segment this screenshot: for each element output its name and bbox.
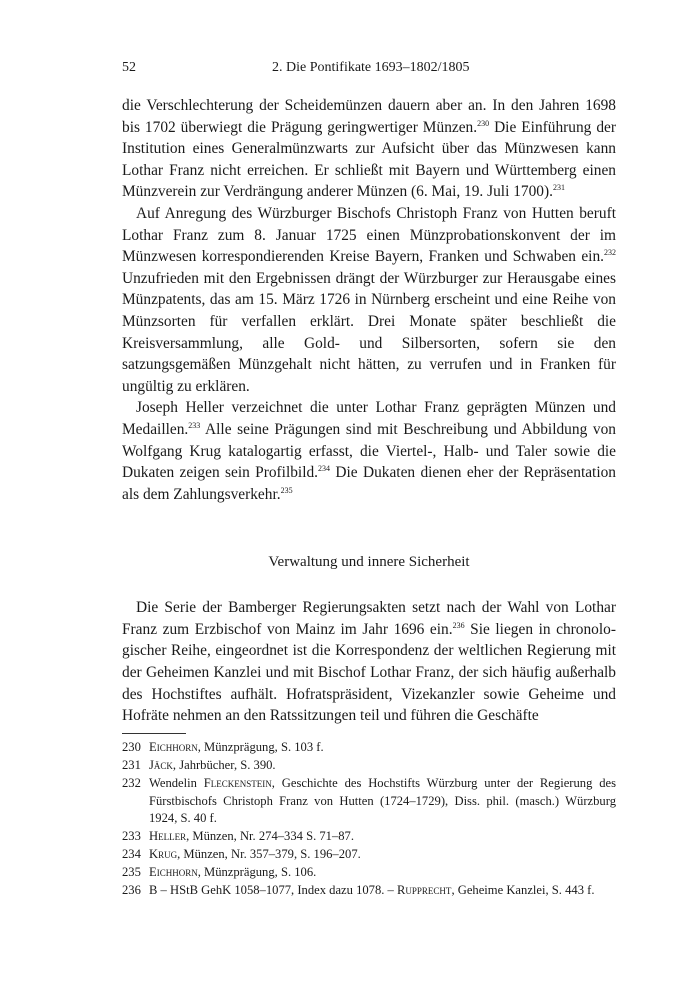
book-page xyxy=(122,60,616,900)
text-run: Alle seine Prägungen sind mit Beschreibung und Abbildung von Wolfgang Krug katalogartig erfasst, die Viertel-, Halb- und Taler sowie die Dukaten zeigen sein Profilbild. xyxy=(122,420,616,482)
text-run: , Münzprägung, S. 103 f. xyxy=(197,739,324,754)
text-run: , Münzen, Nr. 357–379, S. 196–207. xyxy=(177,847,361,862)
footnote-number: 234 xyxy=(122,847,141,862)
text-run: B – HStB GehK 1058–1077, Index dazu 1078. – xyxy=(149,883,398,898)
footnote xyxy=(122,757,616,775)
paragraph xyxy=(122,203,616,397)
footnote-marker: 235 xyxy=(280,485,293,495)
author-name: Fleckenstein xyxy=(203,775,272,790)
text-run: Wendelin xyxy=(149,775,204,790)
author-name: Krug xyxy=(149,847,178,862)
text-run: , Münzprägung, S. 106. xyxy=(197,865,317,880)
text-run: Auf Anregung des Würzburger Bischofs Christoph Franz von Hutten beruft Lothar Franz zum 8. Januar 1725 einen Münzprobationskonvent der im Münzwesen korrespondierenden Kreise Bayern, Franken und Schwaben ein. xyxy=(122,204,616,266)
footnote xyxy=(122,828,616,846)
text-run: Joseph Heller verzeichnet die unter Lothar Franz geprägten Münzen und Medaillen. xyxy=(122,399,616,438)
footnote xyxy=(122,864,616,882)
main-text-section xyxy=(122,597,616,727)
footnote-number: 236 xyxy=(122,883,141,898)
footnote-marker: 234 xyxy=(318,464,331,474)
text-run: Sie liegen in chronologischer Reihe, eingeordnet ist die Korrespondenz der weltlichen Regierung mit der Geheimen Kanzlei und mit Bischof Lothar Franz, der sich häufig außerhalb des Hochstiftes aufhält. Hofratspräsident, Vizekanzler sowie Geheime und Hofräte nehmen an den Ratssitzungen teil und führen die Geschäfte xyxy=(122,620,616,725)
footnote-text xyxy=(149,775,616,829)
text-run: Die Dukaten dienen eher der Repräsentation als dem Zahlungsverkehr. xyxy=(122,464,616,503)
author-name: Rupprecht xyxy=(397,883,452,898)
footnote-marker: 231 xyxy=(552,183,565,193)
footnote-separator xyxy=(122,733,186,734)
footnote-text xyxy=(149,846,616,864)
footnote xyxy=(122,882,616,900)
text-run: Die Serie der Bamberger Regierungsakten setzt nach der Wahl von Lothar Franz zum Erzbischof von Mainz im Jahr 1696 ein. xyxy=(122,599,616,638)
footnote-marker: 236 xyxy=(452,620,465,630)
author-name: Eichhorn xyxy=(149,739,198,754)
footnotes xyxy=(122,739,616,900)
footnote-number: 235 xyxy=(122,865,141,880)
author-name: Heller xyxy=(149,829,187,844)
footnote xyxy=(122,775,616,829)
footnote-number: 230 xyxy=(122,739,141,754)
footnote-marker: 233 xyxy=(188,420,201,430)
author-name: Jäck xyxy=(149,757,173,772)
paragraph xyxy=(122,397,616,505)
footnote xyxy=(122,846,616,864)
running-title: 2. Die Pontifikate 1693–1802/1805 xyxy=(272,60,470,75)
footnote-number: 233 xyxy=(122,829,141,844)
main-text xyxy=(122,95,616,505)
author-name: Eichhorn xyxy=(149,865,198,880)
footnote-number: 232 xyxy=(122,775,141,790)
footnote-text xyxy=(149,882,616,900)
footnote xyxy=(122,739,616,757)
footnote-text xyxy=(149,739,616,757)
paragraph xyxy=(122,597,616,727)
text-run: , Jahrbücher, S. 390. xyxy=(172,757,276,772)
section-heading: Verwaltung und innere Sicherheit xyxy=(268,554,470,571)
footnote-text xyxy=(149,828,616,846)
footnote-marker: 232 xyxy=(604,248,616,258)
paragraph xyxy=(122,95,616,203)
text-run: die Verschlechterung der Scheidemünzen dauern aber an. In den Jahren 1698 bis 1702 überwiegt die Prägung geringwertiger Münzen. xyxy=(122,97,616,136)
footnote-marker: 230 xyxy=(477,118,490,128)
text-run: , Geschichte des Hochstifts Würzburg unter der Regierung des Fürstbischofs Christoph Franz von Hutten (1724–1729), Diss. phil. (masch.) Würzburg 1924, S. 40 f. xyxy=(149,775,616,826)
text-run: Die Einführung der Institution eines Generalmünzwarts zur Aufsicht über das Münzwesen kann Lothar Franz nicht erreichen. Er schließt mit Bayern und Württemberg einen Münzverein zur Verdrängung anderer Münzen (6. Mai, 19. Juli 1700). xyxy=(122,118,616,201)
page-header xyxy=(122,60,616,82)
text-run: , Geheime Kanzlei, S. 443 f. xyxy=(451,883,595,898)
page-number: 52 xyxy=(122,60,136,75)
text-run: , Münzen, Nr. 274–334 S. 71–87. xyxy=(186,829,355,844)
footnote-text xyxy=(149,864,616,882)
footnote-text xyxy=(149,757,616,775)
footnote-number: 231 xyxy=(122,757,141,772)
text-run: Unzufrieden mit den Ergebnissen drängt der Würzburger zur Herausgabe eines Münzpatents, das am 15. März 1726 in Nürnberg erscheint und eine Reihe von Münzsorten für verfallen erklärt. Drei Monate später beschließt die Kreisversammlung, alle Gold- und Silbersorten, sofern sie den satzungsgemäßen Münzgehalt nicht hätten, zu verrufen und in Franken für ungültig zu erklären. xyxy=(122,269,616,395)
